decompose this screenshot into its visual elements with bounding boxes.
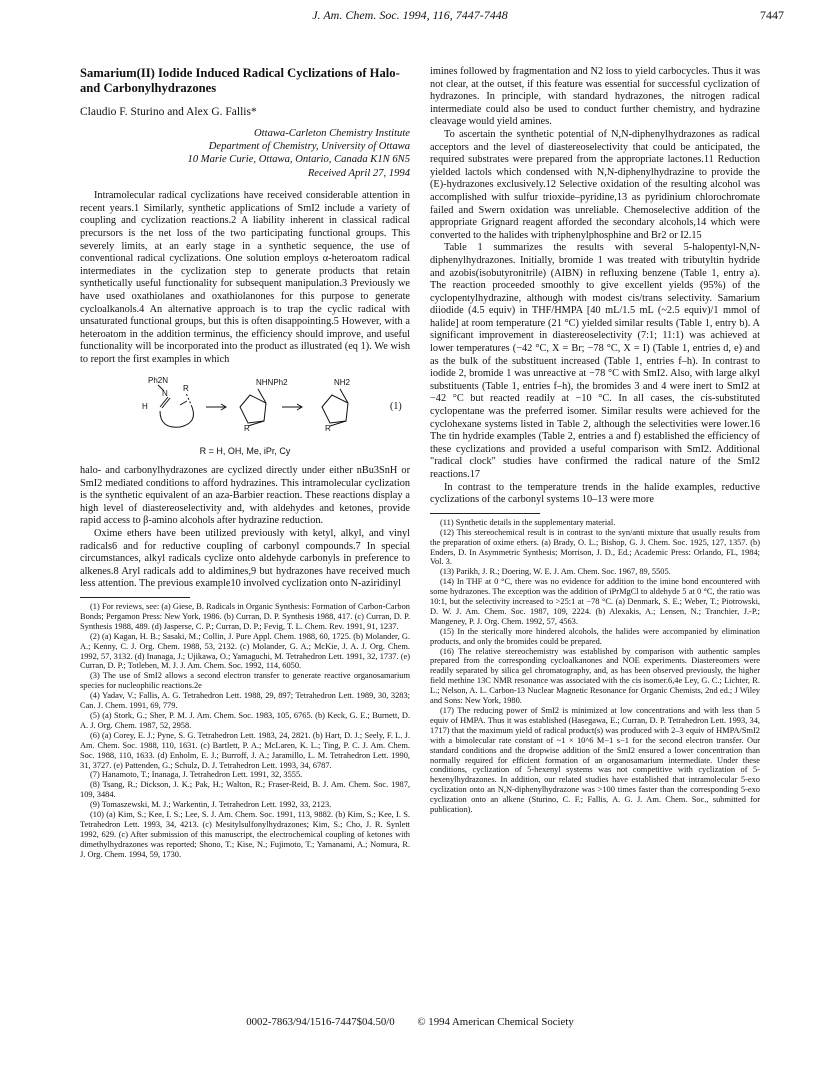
reaction-scheme-svg [80, 371, 410, 443]
footnote-11: (11) Synthetic details in the supplementary material. [440, 517, 616, 527]
label-r3: R [325, 423, 331, 433]
running-head: J. Am. Chem. Soc. 1994, 116, 7447-7448 [312, 8, 508, 22]
footnote-2: (2) (a) Kagan, H. B.; Sasaki, M.; Collin, J. Pure Appl. Chem. 1988, 60, 1725. (b) Molander, G. A.; Kenny, C. J. Org. Chem. 1988, 53, 2132. (c) Molander, G. A.; McKie, J. A. J. Org. Chem. 1992, 57, 3132. (d) Inanaga, J.; Ujikawa, O.; Yamaguchi, M. Tetrahedron Lett. 1991, 32, 1737. (e) Curran, D. P.; Totleben, M. J. J. Am. Chem. Soc. 1992, 114, 6050. [80, 631, 410, 671]
scheme-r-definition: R = H, OH, Me, iPr, Cy [199, 445, 291, 456]
label-nhnph2: NHNPh2 [256, 377, 288, 387]
bond-cr-dashed [186, 393, 192, 407]
footnote-7: (7) Hanamoto, T.; Inanaga, J. Tetrahedron Lett. 1991, 32, 3555. [90, 770, 303, 780]
footnote-16: (16) The relative stereochemistry was established by comparison with authentic samples prepared from the corresponding cycloalkanones and NOE experiments. Diastereomers were readily separated by silica gel chromatography, and, as has been observed previously, the higher field methine 13C NMR resonance was associated with the cis isomer.6,4e Ley, G. C.; Lichter, R. L.; Nelson, A. L. Carbon-13 Nuclear Magnetic Resonance for Organic Chemists, 2nd ed.; J Wiley and Sons: New York, 1980. [430, 646, 760, 706]
affiliation-line-3: 10 Marie Curie, Ottawa, Ontario, Canada K1N 6N5 [187, 153, 410, 165]
label-h: H [142, 401, 148, 411]
bond-n-n [158, 385, 164, 391]
footnote-1: (1) For reviews, see: (a) Giese, B. Radicals in Organic Synthesis: Formation of Carbon-Carbon Bonds; Pergamon Press: New York, 1986. (b) Curran, D. P. Synthesis 1988, 417. (c) Curran, D. P. Synthesis 1988, 489. (d) Jasperse, C. P.; Curran, D. P.; Fevig, T. L. Chem. Rev. 1991, 91, 1237. [80, 602, 410, 631]
body-paragraph-6: Table 1 summarizes the results with several 5-halopentyl-N,N-diphenylhydrazones. Initially, bromide 1 was treated with tributyltin hydride and azobis(isobutyronitrile) (AIBN) in refluxing benzene (Table 1, entry a). The reaction proceeded smoothly to give excellent yields (95%) of the cyclopentylhydrazine, although with modest cis/trans selectivity. Samarium diiodide (4.5 equiv) in THF/HMPA [40 mL/1.5 mL (~2.5 equiv)/1 mmol of halide] at room temperature (21 °C) yielded similar results (Table 1, entry b). A significant improvement in diastereoselectivity (7:1; 11:1) was achieved at lower temperatures (−42 °C, X = Br; −78 °C, X = I) (Table 1, entries d, e) and as the bulk of the substituent increased (Table 1, entries f–h). In contrast to iodide 2, bromide 1 was unreactive at −78 °C with SmI2. Also, with large alkyl substituents (Table 1, entries f–h), the bromides 3 and 4 were inert to SmI2 at −42 °C but reacted readily at −10 °C. In all cases, the cis-substituted cyclopentane was the preferred isomer. Similar results were achieved for the cyclohexane systems listed in Table 2, although the selectivities were lower.16 The tin hydride examples (Table 2, entries a and f) established the efficiency of these cyclizations and provided a useful comparison with SmI2. Additional "radical clock" studies have confirmed the radical nature of the SmI2 reactions.17 [430, 242, 760, 480]
footnote-8: (8) Tsang, R.; Dickson, J. K.; Pak, H.; Walton, R.; Fraser-Reid, B. J. Am. Chem. Soc. 1987, 109, 3484. [80, 780, 410, 800]
running-header [0, 8, 820, 24]
footnote-14: (14) In THF at 0 °C, there was no evidence for addition to the imine bond encountered with some hydrazones. The exception was the addition of iPrMgCl to aldehyde 5 at 0 °C, the ratio was 10:1, but the selectivity increased to >25:1 at −78 °C. (a) Denmark, S. E.; Weber, T.; Piotrowski, D. W. J. Am. Chem. Soc. 1987, 109, 2224. (b) Alexakis, A.; Lensen, N.; Tranchier, J.-P.; Mangeney, P. J. Org. Chem. 1992, 57, 4563. [430, 577, 760, 626]
footnote-15: (15) In the sterically more hindered alcohols, the halides were accompanied by elimination products, and only the bromides could be prepared. [430, 626, 760, 646]
article-authors: Claudio F. Sturino and Alex G. Fallis* [80, 106, 257, 118]
footnote-5: (5) (a) Stork, G.; Sher, P. M. J. Am. Chem. Soc. 1983, 105, 6765. (b) Keck, G. E.; Burnett, D. A. J. Org. Chem. 1987, 52, 2958. [80, 711, 410, 730]
footnote-rule-right [430, 513, 540, 514]
affiliation-line-2: Department of Chemistry, University of Ottawa [208, 140, 410, 152]
right-column [430, 66, 760, 815]
footnotes-right [430, 518, 760, 815]
bond-halide-tick [180, 401, 187, 405]
body-paragraph-3: Oxime ethers have been utilized previously with ketyl, alkyl, and vinyl radicals6 and for reductive coupling of carbonyl compounds.7 In special circumstances, alkyl radicals cyclize onto aldehyde carbonyls in preference to alkenes.8 Aryl radicals add to aldimines,9 but hydrazones have received much less attention. The previous example10 involved cyclization onto N-aziridinyl [80, 528, 410, 590]
footnote-17: (17) The reducing power of SmI2 is minimized at low concentrations and with less than 5 equiv of HMPA. Thus it was established (Hasegawa, E.; Curran, D. P. Tetrahedron Lett. 1993, 34, 1717) that the maximum yield of radical product(s) was produced with 2–3 equiv of HMPA/SmI2 with a bimolecular rate constant of ~1 × 10^6 M−1 s−1 for the second electron transfer. Our standard conditions and the dropwise addition of the SmI2 ensured a lower concentration than normally required for efficient formation of an organosamarium intermediate. Under these conditions, cyclization of 5-hexenyl systems was not competitive with cyclization of 5-hexenylhydrazones. In addition, our related studies have established that intramolecular 5-exo cyclization onto an N,N-diphenylhydrazone was >100 times faster than the corresponding 5-exo cyclization onto an alkene (Sturino, C. F.; Fallis, A. G. J. Am. Chem. Soc., submitted for publication). [430, 706, 760, 815]
left-column [80, 66, 410, 860]
body-paragraph-7: In contrast to the temperature trends in the halide examples, reductive cyclizations of the carbonyl systems 10–13 were more [430, 481, 760, 506]
page-number: 7447 [760, 8, 784, 22]
ring-amine [322, 395, 348, 423]
footnote-9: (9) Tomaszewski, M. J.; Warkentin, J. Tetrahedron Lett. 1992, 33, 2123. [90, 800, 332, 810]
ring-hydrazine [240, 395, 266, 423]
footnote-10: (10) (a) Kim, S.; Kee, I. S.; Lee, S. J. Am. Chem. Soc. 1991, 113, 9882. (b) Kim, S.; Kee, I. S. Tetrahedron Lett. 1993, 34, 4213. (c) Mesitylsulfonylhydrazones; Kim, S.; Cho, J. R. Synlett 1992, 629. (c) After submission of this manuscript, the electrochemical coupling of ketones with dimethylhydrazones was reported; Shono, T.; Kise, N.; Fujimoto, T.; Yamanami, A.; Nomura, R. J. Org. Chem. 1994, 59, 1730. [80, 810, 410, 859]
body-paragraph-1: Intramolecular radical cyclizations have received considerable attention in recent years.1 Similarly, synthetic applications of SmI2 include a variety of coupling and cyclization reactions.2 A liability inherent in classical radical precursors is the net loss of the two participating functional groups. This severely limits, at an early stage in a synthetic sequence, the use of conventional radical cyclizations. One solution employs α-heteroatom radical intermediates in the cyclization step to generate products that retain synthetically useful functionality for subsequent manipulation.3 Previously we have used oxathiolanes and oxathiolanones for this purpose to generate cycloalkanols.4 An alternative approach is to trap the cyclic radical with unsaturated functional groups, but this is often disappointing.5 However, with a heteroatom in the addition terminus, the efficiency should improve, and useful functionality will be incorporated into the product as illustrated (eq 1). We wish to report the first examples in which [80, 190, 410, 365]
footnotes-left [80, 602, 410, 860]
footnote-6: (6) (a) Corey, E. J.; Pyne, S. G. Tetrahedron Lett. 1983, 24, 2821. (b) Hart, D. J.; Seely, F. L. J. Am. Chem. Soc. 1988, 110, 1631. (c) Bartlett, P. A.; McLaren, K. L.; Ting, P. C. J. Am. Chem. Soc. 1988, 110, 1633. (d) Enholm, E. J.; Burroff, J. A.; Jaramillo, L. M. Tetrahedron Lett. 1990, 31, 3727. (e) Pattenden, G.; Schulz, D. J. Tetrahedron Lett. 1993, 34, 6787. [80, 730, 410, 770]
label-r1: R [183, 383, 189, 393]
body-paragraph-2: halo- and carbonylhydrazones are cyclized directly under either nBu3SnH or SmI2 mediated conditions to afford hydrazines. This intramolecular cyclization is the synthetic equivalent of an aza-Barbier reaction. These reactions display a high level of diastereoselectivity and, with aldehydes and ketones, provide rapid access to β-amino alcohols after hydrazine reduction. [80, 465, 410, 527]
footer-code: 0002-7863/94/1516-7447$04.50/0 [246, 1016, 395, 1028]
affiliation-line-1: Ottawa-Carleton Chemistry Institute [254, 127, 410, 139]
footnote-13: (13) Parikh, J. R.; Doering, W. E. J. Am. Chem. Soc. 1967, 89, 5505. [440, 567, 671, 577]
label-ph2n: Ph2N [148, 375, 169, 385]
received-date: Received April 27, 1994 [307, 167, 410, 179]
body-paragraph-4: imines followed by fragmentation and N2 loss to yield carbocycles. Thus it was not clear, at the outset, if this feature was essential for successful cyclization of hydrazones. In principle, with standard hydrazones, the nitrogen radical intermediate could also be used to conduct further chemistry, and hydrazine cleavage would yield amines. [430, 66, 760, 128]
body-paragraph-5: To ascertain the synthetic potential of N,N-diphenylhydrazones as radical acceptors and the level of diastereoselectivity that could be anticipated, the required substrates were prepared from the appropriate lactones.11 Reduction yielded lactols which condensed with N,N-diphenylhydrazine to provide the (E)-hydrazones exclusively.12 Selective oxidation of the resulting alcohol was accomplished with sulfur trioxide–pyridine,13 as pyridinium chlorochromate failed and Swern oxidation was unreliable. Chemoselective addition of the appropriate Grignard reagent afforded the secondary alcohols,14 which were converted to the halides with triphenylphosphine and Br2 or I2.15 [430, 128, 760, 241]
label-nh2: NH2 [334, 377, 351, 387]
label-r2: R [244, 423, 250, 433]
footnote-12: (12) This stereochemical result is in contrast to the syn/anti mixture that usually results from the preparation of oxime ethers. (a) Brady, O. L.; Bishop, G. J. Chem. Soc. 1925, 127, 1357. (b) Enders, D. In Asymmetric Synthesis; Morrison, J. D., Ed.; Academic Press: Orlando, FL, 1984; Vol. 3. [430, 527, 760, 567]
label-n: N [162, 388, 168, 398]
footnote-rule [80, 597, 190, 598]
footnote-3: (3) The use of SmI2 allows a second electron transfer to generate reactive organosamarium species for nucleophilic reactions.2e [80, 671, 410, 691]
page-footer [0, 1016, 820, 1028]
scheme-eq-1 [80, 371, 410, 443]
footnote-4: (4) Yadav, V.; Fallis, A. G. Tetrahedron Lett. 1988, 29, 897; Tetrahedron Lett. 1989, 30, 3283; Can. J. Chem. 1991, 69, 779. [80, 691, 410, 711]
eq-label: (1) [390, 400, 402, 412]
chain-substrate [160, 407, 194, 427]
article-title: Samarium(II) Iodide Induced Radical Cyclizations of Halo- and Carbonylhydrazones [80, 66, 400, 95]
footer-copyright: © 1994 American Chemical Society [417, 1016, 574, 1028]
